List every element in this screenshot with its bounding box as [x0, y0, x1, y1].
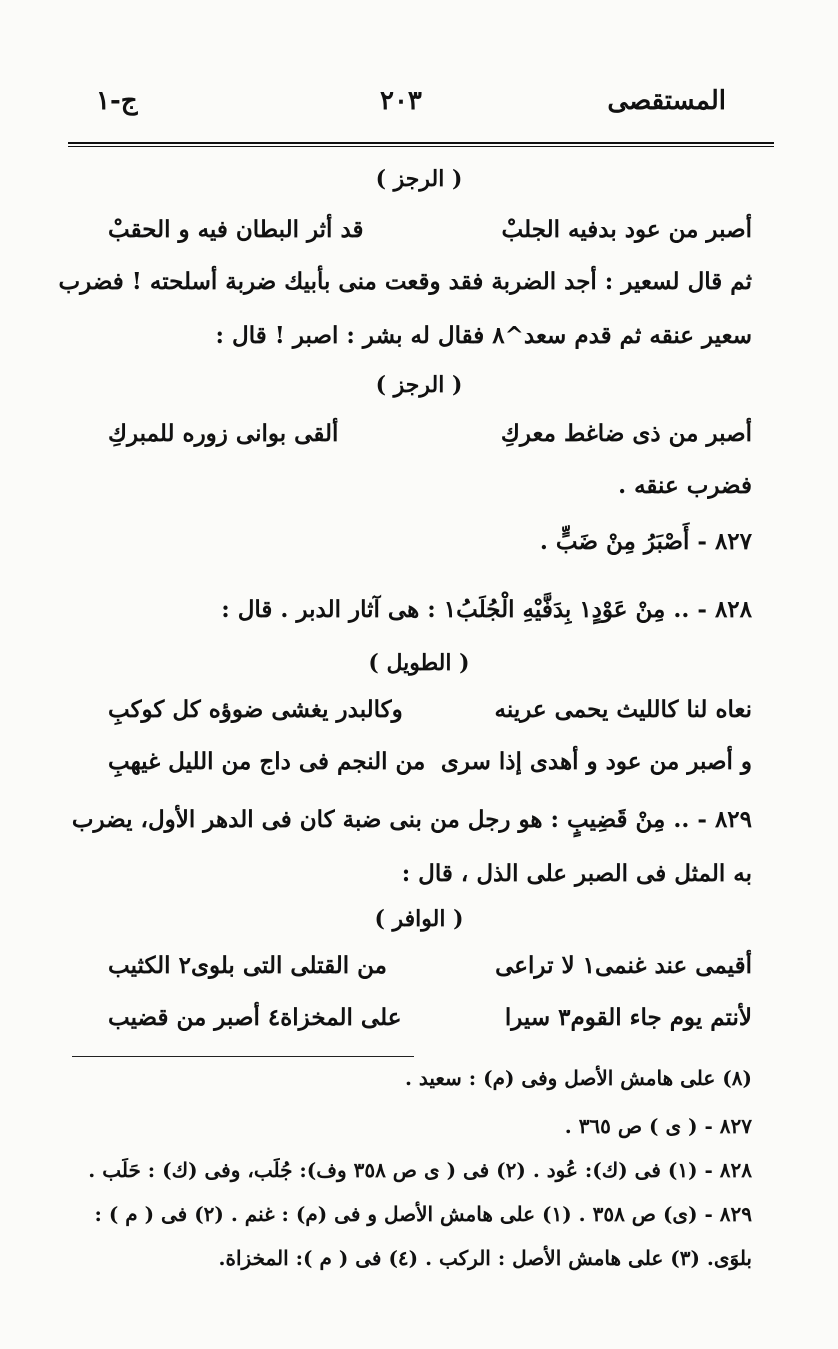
- volume-label: ج-١: [96, 86, 138, 116]
- verse-hemistich-right: و أصبر من عود و أهدى إذا سرى: [440, 748, 752, 775]
- verse-line: [108, 952, 752, 979]
- verse-hemistich-right: أقيمى عند غنمى١ لا تراعى: [495, 952, 752, 979]
- verse-hemistich-left: ألقى بوانى زوره للمبركِ: [108, 420, 339, 447]
- prose-line: فضرب عنقه .: [618, 472, 752, 499]
- verse-line: [108, 420, 752, 447]
- verse-hemistich-right: أصبر من ذى ضاغط معركِ: [500, 420, 752, 447]
- footnote-line: بلوَى. (٣) على هامش الأصل : الركب . (٤) فى ( م ): المخزاة.: [218, 1246, 752, 1270]
- prose-line: سعير عنقه ثم قدم سعد^٨ فقال له بشر : اصبر ! قال :: [215, 322, 752, 349]
- meter-heading: ( الرجز ): [375, 372, 463, 398]
- proverb-entry: ٨٢٨ - .. مِنْ عَوْدٍ١ بِدَفَّيْهِ الْجُلَبُ١ : هى آثار الدبر . قال :: [221, 596, 752, 623]
- prose-line: ثم قال لسعير : أجد الضربة فقد وقعت منى بأبيك ضربة أسلحته ! فضرب: [58, 268, 752, 295]
- verse-hemistich-right: أصبر من عود بدفيه الجلبْ: [501, 216, 752, 243]
- verse-hemistich-left: وكالبدر يغشى ضوؤه كل كوكبِ: [108, 696, 403, 723]
- verse-line: [108, 748, 752, 775]
- meter-heading: ( الرجز ): [375, 166, 463, 192]
- verse-hemistich-left: قد أثر البطان فيه و الحقبْ: [108, 216, 364, 243]
- footnote-line: (٨) على هامش الأصل وفى (م) : سعيد .: [404, 1066, 752, 1090]
- meter-heading: ( الطويل ): [368, 650, 470, 676]
- verse-hemistich-left: على المخزاة٤ أصبر من قضيب: [108, 1004, 402, 1031]
- page-number: ٢٠٣: [380, 86, 422, 116]
- verse-line: [108, 1004, 752, 1031]
- proverb-entry: ٨٢٩ - .. مِنْ قَضِيبٍ : هو رجل من بنى ضبة كان فى الدهر الأول، يضرب: [71, 806, 752, 833]
- meter-heading: ( الوافر ): [374, 906, 464, 932]
- verse-line: [108, 216, 752, 243]
- footnote-rule: [72, 1056, 414, 1057]
- footnote-line: ٨٢٧ - ( ى ) ص ٣٦٥ .: [564, 1114, 752, 1138]
- prose-line: به المثل فى الصبر على الذل ، قال :: [401, 860, 752, 887]
- footnote-line: ٨٢٩ - (ى) ص ٣٥٨ . (١) على هامش الأصل و فى (م) : غنم . (٢) فى ( م ) :: [94, 1202, 752, 1226]
- footnote-line: ٨٢٨ - (١) فى (ك): عُود . (٢) فى ( ى ص ٣٥٨ وف): جُلَب، وفى (ك) : حَلَب .: [88, 1158, 752, 1182]
- header-rule-thin: [68, 146, 774, 147]
- verse-line: [108, 696, 752, 723]
- verse-hemistich-right: لأنتم يوم جاء القوم٣ سيرا: [504, 1004, 752, 1031]
- verse-hemistich-left: من النجم فى داج من الليل غيهبِ: [108, 748, 426, 775]
- header-rule: [68, 142, 774, 144]
- verse-hemistich-left: من القتلى التى بلوى٢ الكثيب: [108, 952, 387, 979]
- running-title: المستقصى: [607, 86, 726, 116]
- proverb-entry: ٨٢٧ - أَصْبَرُ مِنْ ضَبٍّ .: [539, 528, 752, 555]
- verse-hemistich-right: نعاه لنا كالليث يحمى عرينه: [494, 696, 752, 723]
